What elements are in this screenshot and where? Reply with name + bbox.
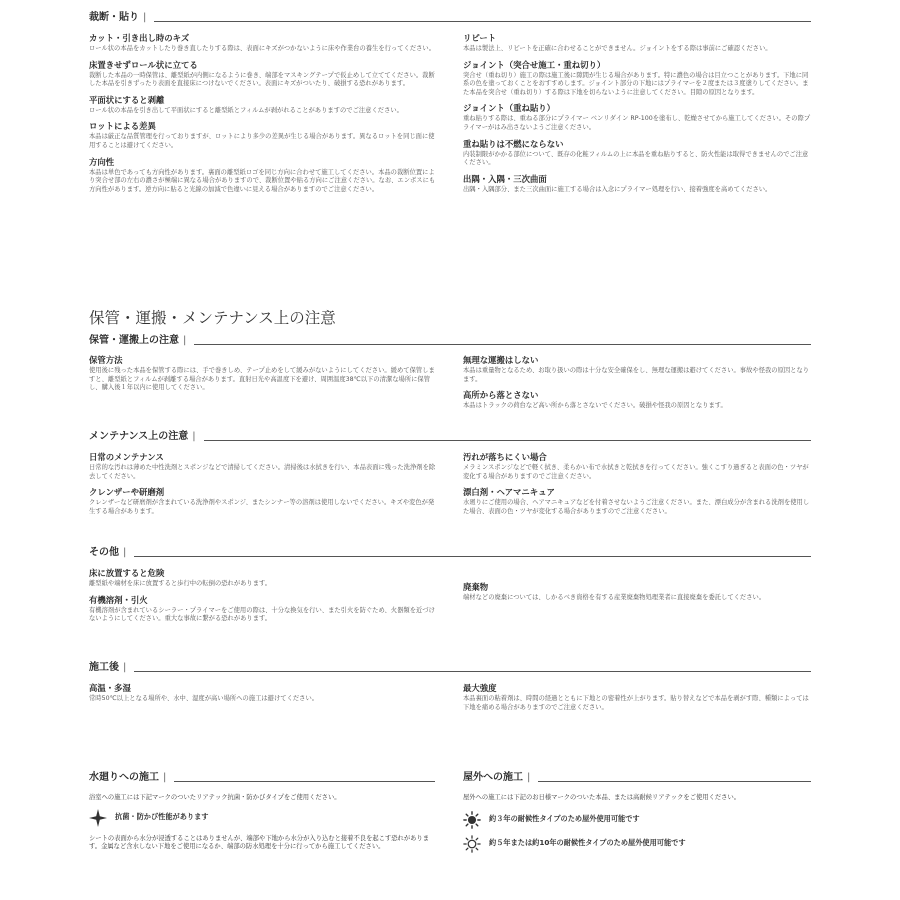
caution-item-title: ロットによる差異 [89, 121, 156, 132]
other-left-column [89, 567, 439, 629]
heading-separator: | [192, 431, 196, 442]
cutting-right-column [463, 32, 813, 199]
section-storage-heading: 保管・運搬上の注意 [89, 335, 179, 346]
caution-item-text: 常時50℃以上となる場所や、水中、湿度が高い場所への施工は避けてください。 [89, 695, 319, 702]
caution-item [89, 486, 439, 516]
four-point-star-icon [89, 809, 107, 827]
caution-item-text: 本品は製法上、リピートを正確に合わせることができません。ジョイントをする際は事前にご確認ください。 [463, 45, 772, 52]
heading-rule [174, 781, 435, 782]
caution-item-title: カット・引き出し時のキズ [89, 33, 190, 43]
caution-item-title: 日常のメンテナンス [89, 452, 164, 462]
caution-item-text: 離型紙や端材を床に放置すると歩行中の転倒の恐れがあります。 [89, 580, 272, 587]
caution-item [89, 682, 439, 704]
section-water-heading: 水廻りへの施工 [89, 772, 159, 783]
heading-separator: | [143, 12, 147, 23]
outdoor-column [463, 794, 813, 859]
outdoor-mark-row-1 [463, 811, 813, 829]
caution-item-title: リピート [463, 33, 497, 43]
section-outdoor-heading: 屋外への施工 [463, 772, 523, 783]
outdoor-mark-row-2 [463, 835, 813, 853]
caution-item-text: 本品は厳正な品質管理を行っておりますが、ロットにより多少の差異が生じる場合があります。異なるロットを同じ面に使用することは避けてください。 [89, 133, 435, 149]
caution-item [463, 354, 813, 384]
caution-item-title: 床置きせずロール状に立てる [89, 59, 198, 70]
section-other-heading: その他 [89, 547, 119, 558]
water-column [89, 794, 439, 852]
caution-item-title: 方向性 [89, 156, 115, 167]
caution-item [89, 120, 439, 150]
heading-rule [194, 344, 811, 345]
caution-item [89, 354, 439, 393]
caution-item-title: ジョイント（重ね貼り） [463, 103, 555, 114]
caution-item-text: ロール状の本品を引き出して平面状にすると離型紙とフィルムが剥がれることがありますのでご注意ください。 [89, 106, 403, 114]
maintenance-right-column [463, 451, 813, 521]
caution-item-title: 高温・多湿 [89, 683, 131, 693]
cutting-left-column [89, 32, 439, 199]
caution-item-text: ロール状の本品をカットしたり巻き直したりする際は、表面にキズがつかないように床や作業台の養生を行ってください。 [89, 45, 436, 52]
heading-rule [538, 781, 811, 782]
caution-item [89, 156, 439, 195]
caution-item [463, 102, 813, 132]
caution-item [89, 59, 439, 89]
caution-item-title: 汚れが落ちにくい場合 [463, 452, 547, 462]
water-note: シートの表面から水分が浸透することはありませんが、端部や下地から水分が入り込むと接着不良を起こす恐れがあります。金属など含水しない下地をご使用になるか、端部の防水処理を十分に行ってから施工してください。 [89, 834, 430, 851]
caution-item [463, 59, 813, 98]
caution-item [463, 451, 813, 481]
page-title: 保管・運搬・メンテナンス上の注意 [89, 309, 336, 327]
caution-item-text: 出隅・入隅部分、また三次曲面に施工する場合は入念にプライマー処理を行い、接着強度を高めてください。 [463, 185, 772, 193]
caution-item [463, 389, 813, 411]
caution-item-text: メラミンスポンジなどで軽く拭き、柔らかい布で水拭きと乾拭きを行ってください。強くこすり過ぎると表面の色・ツヤが変化する場合がありますのでご注意ください。 [463, 464, 809, 480]
section-after-heading: 施工後 [89, 662, 119, 673]
heading-separator: | [123, 547, 127, 558]
section-maintenance-heading: メンテナンス上の注意 [89, 431, 189, 442]
caution-item [89, 32, 439, 54]
section-water-header [89, 772, 435, 784]
section-storage-header [89, 335, 811, 347]
caution-item-title: 出隅・入隅・三次曲面 [463, 173, 547, 184]
caution-item-text: 本品は重量物となるため、お取り扱いの際は十分な安全確保をし、無理な運搬は避けてください。事故や怪我の原因となります。 [463, 367, 810, 383]
caution-item-text: 本品裏面の粘着剤は、時間の経過とともに下地との密着性が上がります。貼り替えなどで本品を剥がす際、種類によっては下地を痛める場合がありますのでご注意ください。 [463, 695, 809, 711]
caution-item-text: 端材などの廃棄については、しかるべき資格を有する産業廃棄物処理業者に直接廃棄を委託してください。 [463, 594, 766, 601]
after-right-column [463, 682, 813, 717]
outdoor-intro: 屋外への施工には下記のお日様マークのついた本品、または高耐候リアテックをご使用ください。 [463, 794, 741, 801]
caution-item-text: 突合せ（重ね切り）施工の際は施工後に隙間が生じる場合があります。特に濃色の場合は目立つことがあります。下地に同系の色を塗っておくことをおすすめします。ジョイント部分の下地にはプライマーを２度または３度塗りしてください。また本品を突合せ（重ね切り）する際は下地を切らないように注意してください。目隙の原因となります。 [463, 71, 809, 96]
caution-item-title: 漂白剤・ヘアマニキュア [463, 487, 555, 498]
sun-outline-icon [463, 835, 481, 853]
water-mark-label: 抗菌・防かび性能があります [115, 812, 209, 822]
heading-rule [154, 21, 811, 22]
caution-item-text: クレンザーなど研磨剤が含まれている洗浄剤やスポンジ、またシンナー等の溶剤は使用しないでください。キズや変色が発生する場合があります。 [89, 499, 435, 515]
caution-item-text: 水廻りにご使用の場合、ヘアマニキュアなどを付着させないようご注意ください。また、漂白成分が含まれる洗剤を使用した場合、表面の色・ツヤが変化する場合がありますのでご注意ください。 [463, 499, 810, 515]
caution-item [463, 581, 813, 603]
caution-item [463, 32, 813, 54]
heading-rule [204, 440, 811, 441]
caution-item-title: 無理な運搬はしない [463, 355, 539, 365]
outdoor-mark-label-2: 約５年または約10年の耐候性タイプのため屋外使用可能です [489, 838, 686, 848]
sun-filled-icon [463, 811, 481, 829]
caution-item-text: 裁断した本品の一時保管は、離型紙が内側になるように巻き、端部をマスキングテープで仮止めして立ててください。裁断した本品を引きずったり表面を直接床につけないでください。表面にキズがついたり、破損する恐れがあります。 [89, 71, 435, 88]
caution-item-title: 保管方法 [89, 355, 123, 365]
caution-item [463, 486, 813, 516]
after-left-column [89, 682, 439, 709]
caution-item-title: 廃棄物 [463, 582, 489, 592]
caution-item-title: 高所から落とさない [463, 390, 539, 401]
heading-separator: | [123, 662, 127, 673]
maintenance-left-column [89, 451, 439, 521]
caution-item [89, 594, 439, 624]
section-cutting-header [89, 12, 811, 24]
heading-rule [134, 671, 811, 672]
water-mark-row [89, 809, 439, 827]
caution-item-title: クレンザーや研磨剤 [89, 487, 165, 498]
caution-item-text: 内装制限がかかる部位について、既存の化粧フィルムの上に本品を重ね貼りすると、防火性能は取得できませんのでご注意ください。 [463, 150, 809, 167]
other-right-column [463, 581, 813, 608]
heading-separator: | [183, 335, 187, 346]
heading-rule [134, 556, 811, 557]
caution-item [463, 682, 813, 712]
outdoor-mark-label-1: 約３年の耐候性タイプのため屋外使用可能です [489, 814, 640, 824]
caution-item-title: 平面状にすると剥離 [89, 94, 165, 105]
section-outdoor-header [463, 772, 811, 784]
caution-item-text: 本品はトラックの荷台など高い所から落とさないでください。破損や怪我の原因となります。 [463, 402, 727, 410]
caution-item [89, 94, 439, 116]
storage-left-column [89, 354, 439, 398]
section-cutting-heading: 裁断・貼り [89, 12, 139, 23]
caution-item-text: 使用後に残った本品を保管する際には、手で巻きしめ、テープ止めをして緩みがないようにしてください。緩めて保管しますと、離型紙とフィルムが剥離する場合があります。直射日光や高温度下を避け、周囲温度38℃以下の清潔な場所に保管し、購入後１年以内に使用してください。 [89, 367, 435, 392]
section-after-header [89, 662, 811, 674]
caution-item-title: 重ね貼りは不燃にならない [463, 138, 564, 149]
caution-item [463, 138, 813, 168]
section-other-header [89, 547, 811, 559]
caution-item-text: 本品は単色であっても方向性があります。裏面の離型紙ロゴを同じ方向に合わせて施工してください。本品の裁断位置により突合せ部の左右の濃さが極端に異なる場合がありますので、裁断位置や貼る方向にご注意ください。なお、エンボスにも方向性があります。逆方向に貼ると光線の加減で色違いに見える場合がありますのでご注意ください。 [89, 168, 436, 193]
heading-separator: | [527, 772, 531, 783]
water-intro: 浴室への施工には下記マークのついたリアテック抗菌・防かびタイプをご使用ください。 [89, 794, 341, 801]
caution-item [89, 451, 439, 481]
storage-right-column [463, 354, 813, 416]
section-maintenance-header [89, 431, 811, 443]
caution-item-title: 有機溶剤・引火 [89, 594, 148, 605]
caution-item-title: ジョイント（突合せ施工・重ね切り） [463, 59, 606, 70]
caution-item [89, 567, 439, 589]
caution-item-text: 重ね貼りする際は、重ねる部分にプライマー ベンリダイン RP-100を塗布し、乾燥させてから施工してください。その際プライマーがはみ出さないようご注意ください。 [463, 115, 811, 131]
caution-item-title: 床に放置すると危険 [89, 568, 165, 578]
caution-item [463, 173, 813, 195]
caution-item-text: 日常的な汚れは薄めた中性洗剤とスポンジなどで清掃してください。清掃後は水拭きを行い、本品表面に残った洗浄剤を除去してください。 [89, 464, 436, 480]
heading-separator: | [163, 772, 167, 783]
caution-item-title: 最大強度 [463, 683, 497, 693]
caution-item-text: 有機溶剤が含まれているシーラー・プライマーをご使用の際は、十分な換気を行い、また引火を防ぐため、火器類を近づけないようにしてください。重大な事故に繋がる恐れがあります。 [89, 606, 435, 623]
